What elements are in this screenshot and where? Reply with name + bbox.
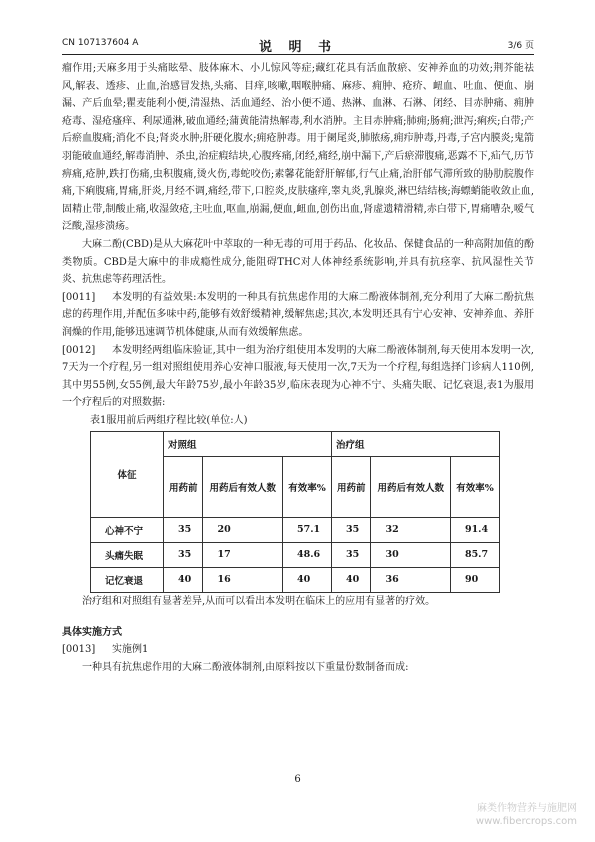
table-cell: 35 bbox=[331, 517, 370, 542]
paragraph-example: 一种具有抗焦虑作用的大麻二酚液体制剂,由原料按以下重量份数制备而成: bbox=[82, 662, 409, 674]
paragraph-0012 bbox=[62, 342, 534, 412]
paragraph-number: [0011] bbox=[62, 291, 96, 303]
paragraph-number: [0013] bbox=[62, 644, 96, 656]
table-group-row bbox=[91, 431, 500, 456]
paragraph-herbs: 瘤作用;天麻多用于头痛眩晕、肢体麻木、小儿惊风等症;藏红花具有活血散瘀、安神养血的功效;荆芥能祛风,解表、透疹、止血,治感冒发热,头痛、目痒,咳嗽,咽喉肿痛、麻疹、痈肿、疮疥、衄血、吐血、便血、崩漏、产后血晕;瞿麦能利小便,清湿热、活血通经、治小便不通、热淋、血淋、石淋、闭经、目赤肿痛、痈肿疮毒、湿疮瘙痒、利尿通淋,破血通经;蒲黄能清热解毒,利水消肿。主目赤肿痛;肺痈;肠痈;泄泻;痢疾;白带;产后瘀血腹痛;消化不良;肾炎水肿;肝硬化腹水;痈疮肿毒。用于阑尾炎,肺脓疡,痈疖肿毒,丹毒,子宫内膜炎;鬼箭羽能破血通经,解毒消肿、杀虫,治症瘕结块,心腹疼痛,闭经,痛经,崩中漏下,产后瘀滞腹痛,恶露不下,疝气,历节痹痛,疮肿,跌打伤痛,虫积腹痛,烫火伤,毒蛇咬伤;素馨花能舒肝解郁,行气止痛,治肝郁气滞所致的胁肋脘腹作痛,下痢腹痛,胃痛,肝炎,月经不调,痛经,带下,口腔炎,皮肤瘙痒,睾丸炎,乳腺炎,淋巴结结核;海螵蛸能收敛止血,固精止带,制酸止痛,收湿敛疮,主吐血,呕血,崩漏,便血,衄血,创伤出血,肾虚遗精滑精,赤白带下,胃痛嘈杂,嗳气泛酸,湿疹溃疡。 bbox=[62, 63, 534, 233]
table-cell: 91.4 bbox=[450, 517, 499, 542]
paragraph-0013 bbox=[62, 641, 534, 659]
header-rule bbox=[62, 54, 534, 55]
table-cell: 90 bbox=[450, 567, 499, 592]
row-label: 头痛失眠 bbox=[91, 542, 164, 567]
table-cell: 35 bbox=[164, 542, 203, 567]
table-cell: 16 bbox=[203, 567, 283, 592]
table-row bbox=[91, 567, 500, 592]
table-cell: 30 bbox=[371, 542, 451, 567]
subheader-rate: 有效率% bbox=[282, 456, 331, 517]
table-cell: 57.1 bbox=[282, 517, 331, 542]
table-row bbox=[91, 517, 500, 542]
table-cell: 36 bbox=[371, 567, 451, 592]
document-body bbox=[62, 60, 534, 677]
paragraph-cbd: 大麻二酚(CBD)是从大麻花叶中萃取的一种无毒的可用于药品、化妆品、保健食品的一种高附加值的酚类物质。CBD是大麻中的非成瘾性成分,能阻碍THC对人体神经系统影响,并具有抗痉挛、抗风湿性关节炎、抗焦虑等药理活性。 bbox=[62, 238, 534, 286]
paragraph-conclusion: 治疗组和对照组有显著差异,从而可以看出本发明在临床上的应用有显著的疗效。 bbox=[82, 595, 436, 607]
table-cell: 32 bbox=[371, 517, 451, 542]
row-label: 记忆衰退 bbox=[91, 567, 164, 592]
comparison-table bbox=[90, 431, 500, 593]
patent-number: CN 107137604 A bbox=[62, 38, 139, 48]
table-cell: 85.7 bbox=[450, 542, 499, 567]
table-cell: 48.6 bbox=[282, 542, 331, 567]
subheader-effective: 用药后有效人数 bbox=[371, 456, 451, 517]
watermark-title: 麻类作物营养与施肥网 bbox=[477, 803, 577, 814]
symptom-header: 体征 bbox=[91, 431, 164, 517]
paragraph-text: 本发明的有益效果:本发明的一种具有抗焦虑作用的大麻二酚液体制剂,充分利用了大麻二酚抗焦虑的药理作用,并配伍多味中药,能够有效舒缓精神,缓解焦虑;其次,本发明还具有宁心安神、安神养血、养肝润燥的作用,能够迅速调节机体健康,从而有效缓解焦虑。 bbox=[62, 291, 534, 338]
table-cell: 35 bbox=[331, 542, 370, 567]
group-control: 对照组 bbox=[164, 431, 332, 456]
watermark-url: www.fibercrops.com bbox=[475, 816, 577, 827]
table-caption: 表1服用前后两组疗程比较(单位:人) bbox=[90, 414, 248, 426]
subheader-effective: 用药后有效人数 bbox=[203, 456, 283, 517]
table-cell: 20 bbox=[203, 517, 283, 542]
watermark bbox=[476, 802, 577, 828]
page-counter: 3/6 页 bbox=[507, 41, 534, 51]
subheader-rate: 有效率% bbox=[450, 456, 499, 517]
table-cell: 40 bbox=[164, 567, 203, 592]
document-title: 说 明 书 bbox=[258, 40, 338, 55]
page-header bbox=[62, 36, 534, 55]
table-cell: 35 bbox=[164, 517, 203, 542]
table-cell: 40 bbox=[282, 567, 331, 592]
table-cell: 17 bbox=[203, 542, 283, 567]
table-cell: 40 bbox=[331, 567, 370, 592]
row-label: 心神不宁 bbox=[91, 517, 164, 542]
paragraph-0011 bbox=[62, 289, 534, 342]
section-heading: 具体实施方式 bbox=[62, 627, 122, 639]
subheader-before: 用药前 bbox=[164, 456, 203, 517]
example-title: 实施例1 bbox=[112, 644, 149, 656]
page-number: 6 bbox=[294, 774, 301, 785]
table-row bbox=[91, 542, 500, 567]
subheader-before: 用药前 bbox=[331, 456, 370, 517]
paragraph-number: [0012] bbox=[62, 344, 96, 356]
group-treatment: 治疗组 bbox=[331, 431, 499, 456]
paragraph-text: 本发明经两组临床验证,其中一组为治疗组使用本发明的大麻二酚液体制剂,每天使用本发明一次,7天为一个疗程,另一组对照组使用养心安神口服液,每天使用一次,7天为一个疗程,每组选择门诊病人110例,其中男55例,女55例,最大年龄75岁,最小年龄35岁,临床表现为心神不宁、头痛失眠、记忆衰退,表1为服用一个疗程后的对照数据: bbox=[62, 344, 534, 409]
